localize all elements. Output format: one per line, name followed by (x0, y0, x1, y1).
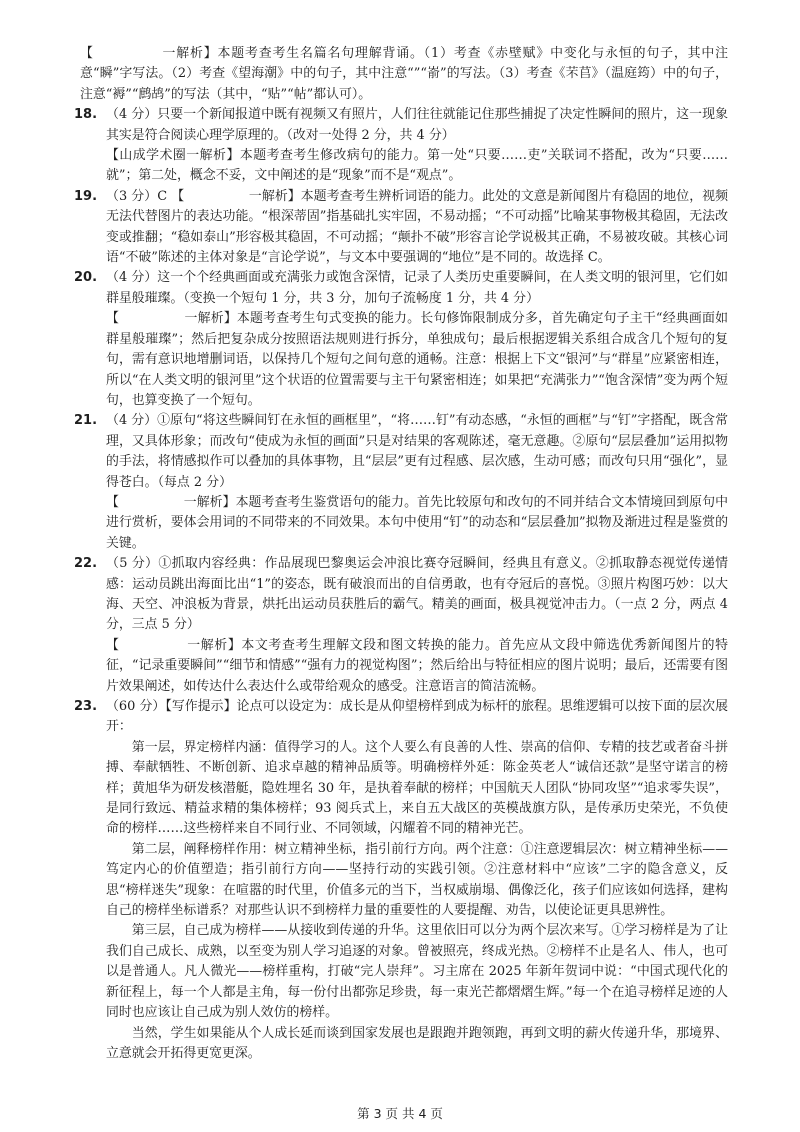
q20-analysis: 【 一解析】本题考查考生句式变换的能力。长句修饰限制成分多，首先确定句子主干“经典画面如群星般璀璨”；然后把复杂成分按照语法规则进行拆分，单独成句；最后根据逻辑关系组合成含几个短句的复句，需有意识地增删词语，以保持几个短句之间句意的通畅。注意：根据上下文“银河”与“群星”应紧密相连，所以“在人类文明的银河里”这个状语的位置需要与主干句紧密相连；如果把“充满张力”“饱含深情”变为两个短句，也算变换了一个短句。 (106, 311, 728, 408)
q23-intro: （60 分）【写作提示】论点可以设定为：成长是从仰望榜样到成为标杆的旅程。思维逻辑可以按下面的层次展开： (106, 699, 728, 735)
q23-layer-2: 第二层，阐释榜样作用：树立精神坐标，指引前行方向。两个注意：①注意逻辑层次：树立精神坐标——笃定内心的价值塑造；指引前行方向——坚持行动的实践引领。②注意材料中“应该”二字的隐含意义，反思“榜样迷失”现象：在喧嚣的时代里，价值多元的当下，当权威崩塌、偶像泛化，孩子们应该如何选择，建构自己的榜样坐标谱系？对那些认识不到榜样力量的重要性的人要提醒、劝告，以使论证更具思辨性。 (106, 841, 728, 919)
page-footer: 第 3 页 共 4 页 (357, 1106, 443, 1121)
q18-analysis: 【山成学术圈一解析】本题考查考生修改病句的能力。第一处“只要……吏”关联词不搭配，改为“只要……就”；第二处，概念不妥，文中阐述的是“现象”而不是“观点”。 (106, 148, 728, 184)
q20-answer: （4 分）这一个个经典画面或充满张力或饱含深情，记录了人类历史重要瞬间，在人类文明的银河里，它们如群星般璀璨。（变换一个短句 1 分，共 3 分，加句子流畅度 1 分，共 4 分） (106, 270, 728, 306)
page-content (74, 44, 728, 1064)
q23-layer-1: 第一层，界定榜样内涵：值得学习的人。这个人要么有良善的人性、崇高的信仰、专精的技艺或者奋斗拼搏、奉献牺牲、不断创新、追求卓越的精神品质等。明确榜样外延：陈金英老人“诚信还款”是坚守诺言的榜样；黄旭华为研发核潜艇，隐姓埋名 30 年，是执着奉献的榜样；中国航天人团队“协同攻坚”“追求零失误”，是同行致远、精益求精的集体榜样；93 阅兵式上，来自五大战区的英模战旗方队，是传承历史荣光，不负使命的榜样……这些榜样来自不同行业、不同领域，闪耀着不同的精神光芒。 (106, 739, 728, 837)
question-number: 23. (74, 699, 98, 714)
q19-answer: （3 分）C 【 一解析】本题考查考生辨析词语的能力。此处的文意是新闻图片有稳固的地位，视频无法代替图片的表达功能。“根深蒂固”指基础扎实牢固，不易动摇；“不可动摇”比喻某事物极其稳固，无法改变或推翻；“稳如泰山”形容极其稳固，不可动摇；“颠扑不破”形容言论学说极其正确，不易被攻破。其核心词语“不破”陈述的主体对象是“言论学说”，与文本中要强调的“地位”是不同的。故选择 C。 (106, 188, 728, 266)
question-number: 22. (74, 556, 98, 572)
question-19 (74, 187, 728, 269)
question-21 (74, 411, 728, 554)
question-20 (74, 268, 728, 411)
question-number: 20. (74, 270, 98, 286)
q21-analysis: 【 一解析】本题考查考生鉴赏语句的能力。首先比较原句和改句的不同并结合文本情境回到原句中进行赏析，要体会用词的不同带来的不同效果。本句中使用“钉”的动态和“层层叠加”拟物及渐进过程是鉴赏的关键。 (106, 494, 728, 551)
question-number: 18. (74, 107, 98, 123)
q22-answer: （5 分）①抓取内容经典：作品展现巴黎奥运会冲浪比赛夺冠瞬间，经典且有意义。②抓取静态视觉传递情感：运动员跳出海面比出“1”的姿态，既有破浪而出的自信勇敢，也有夺冠后的喜悦。③照片构图巧妙：以大海、天空、冲浪板为背景，烘托出运动员获胜后的霸气。精美的画面，极具视觉冲击力。（一点 2 分，两点 4 分，三点 5 分） (106, 556, 728, 633)
question-number: 19. (74, 188, 98, 204)
q22-analysis: 【 一解析】本文考查考生理解文段和图文转换的能力。首先应从文段中筛选优秀新闻图片的特征，“记录重要瞬间”“细节和情感”“强有力的视觉构图”；然后给出与特征相应的图片说明；最后，还需要有图片效果阐述，如传达什么表达什么或带给观众的感受。注意语言的简洁流畅。 (106, 637, 728, 694)
question-number: 21. (74, 413, 98, 429)
question-23 (74, 697, 728, 1064)
q21-answer: （4 分）①原句“将这些瞬间钉在永恒的画框里”，“将……钉”有动态感，“永恒的画框”与“钉”字搭配，既含常理，又具体形象；而改句“使成为永恒的画面”只是对结果的客观陈述，毫无意趣。②原句“层层叠加”运用拟物的手法，将情感拟作可以叠加的具体事物，且“层层”更有过程感、层次感，生动可感；而改句只用“强化”，显得苍白。（每点 2 分） (106, 413, 728, 490)
q18-answer: （4 分）只要一个新闻报道中既有视频又有照片，人们往往就能记住那些捕捉了决定性瞬间的照片，这一现象其实是符合阅读心理学原理的。（改对一处得 2 分，共 4 分） (106, 107, 728, 143)
q23-closing: 当然，学生如果能从个人成长延而谈到国家发展也是跟跑并跑领跑，再到文明的薪火传递升华，那境界、立意就会开拓得更宽更深。 (106, 1025, 728, 1061)
question-18 (74, 105, 728, 187)
q23-layer-3: 第三层，自己成为榜样——从接收到传递的升华。这里依旧可以分为两个层次来写。①学习榜样是为了让我们自己成长、成熟，以至变为别人学习追逐的对象。曾被照亮，终成光热。②榜样不止是名人、伟人，也可以是普通人。凡人微光——榜样重构，打破“完人崇拜”。习主席在 2025 年新年贺词中说：“中国式现代化的新征程上，每一个人都是主角，每一份付出都弥足珍贵，每一束光芒都熠熠生辉。”每一个在追寻榜样足迹的人同时也应该让自己成为别人效仿的榜样。 (106, 923, 728, 1021)
question-22 (74, 554, 728, 697)
q17-analysis: 【 一解析】本题考查考生名篇名句理解背诵。（1）考查《赤壁赋》中变化与永恒的句子，其中注意“瞬”字写法。（2）考查《望海潮》中的句子，其中注意“”“嵛”的写法。（3）考查《芣苢》（温庭筠）中的句子，注意“褥”“鹧鸪”的写法（其中，“贴”“帖”都认可）。 (80, 46, 728, 102)
